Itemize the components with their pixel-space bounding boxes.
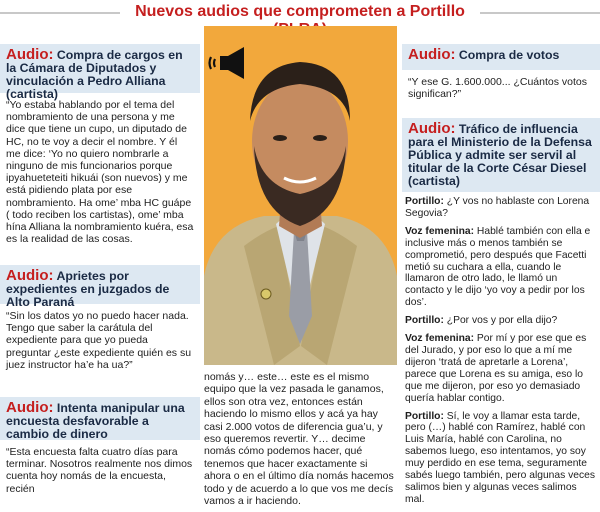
- heading-text: Tráfico de influencia para el Ministerio de la Defensa Pública y admite ser servil al titular de la Corte César Diesel (cartista): [408, 122, 592, 188]
- quote-text: “Esta encuesta falta cuatro días para terminar. Nosotros realmente nos dimos cuenta hoy nomás de la encuesta, recién: [6, 446, 193, 495]
- audio-box-encuesta: [0, 397, 200, 495]
- audio-box-compra-cargos: [0, 44, 200, 245]
- dialog-line: [405, 333, 597, 404]
- speaker-label: Voz femenina:: [405, 333, 475, 345]
- quote-text: “Yo estaba hablando por el tema del nombramiento de una persona y me dice que tiene un cupo, un diputado de HC, no te voy a decir el nombre. Y él me dice: ‘Yo no quiero nombrarle a ninguno de mis funcionarios porque ipyahueteteiti hikuái (son nuevos) y me está pidiendo plata por ese nombramiento. Ha ome’ mba HC guápe ( todo reciben los cartistas), ome’ mba hína Alliana la nombramiento kuéra, esa es la realidad de las cosas.: [6, 99, 194, 246]
- box-heading: [402, 118, 600, 192]
- quote-text: “Y ese G. 1.600.000... ¿Cuántos votos significan?”: [408, 76, 587, 101]
- dialog-transcript: [405, 196, 597, 512]
- dialog-line: [405, 315, 597, 327]
- dialog-line: [405, 226, 597, 309]
- quote-text: “Sin los datos yo no puedo hacer nada. Tengo que saber la carátula del expediente para que yo pueda preguntar ¿este expediente quién es su juez instructor ha’e ha ua?”: [6, 310, 192, 371]
- heading-text: Aprietes por expedientes en juzgados de Alto Paraná: [6, 269, 170, 309]
- dialog-text: Sí, le voy a llamar esta tarde, pero (…) hablé con Ramírez, hablé con Luis María, hablé con Carolina, no sabemos luego, eso intentamos, yo soy muy perdido en ese tema, seguramente sabés luego también, pero algunas veces salimos bien y algunas veces salimos mal.: [405, 410, 596, 505]
- box-heading: [0, 397, 200, 440]
- box-heading: [402, 44, 600, 70]
- dialog-text: Hablé también con ella e inclusive más o menos también se comprometió, pero después que Facetti metió su cuchara a ella, cuando le llamaron de otro lado, le llamó un contacto y le dijo ‘yo voy a pedir por los dos’.: [405, 225, 591, 309]
- header-bar: [0, 0, 600, 26]
- audio-tag: Audio:: [6, 267, 54, 284]
- dialog-text: Por mí y por ese que es del Jurado, y por eso lo que a mí me dijeron ‘tratá de apretarle a Lorena’, parece que Lorena es su amiga, eso lo que me dijeron, por eso yo demasiado quería hablar contigo.: [405, 333, 587, 404]
- dialog-text: ¿Y vos no hablaste con Lorena Segovia?: [405, 196, 590, 219]
- dialog-text: ¿Por vos y por ella dijo?: [446, 315, 558, 327]
- box-heading: [0, 44, 200, 101]
- title-rule-right: [480, 12, 600, 14]
- speaker-label: Portillo:: [405, 196, 444, 207]
- speaker-label: Portillo:: [405, 315, 444, 327]
- audio-tag: Audio:: [408, 46, 456, 63]
- speaker-icon: [207, 44, 251, 82]
- audio-box-compra-votos: [402, 44, 600, 100]
- box-heading: [0, 265, 200, 309]
- audio-tag: Audio:: [6, 46, 54, 63]
- heading-text: Compra de votos: [458, 48, 560, 62]
- audio-tag: Audio:: [408, 120, 456, 137]
- audio-box-trafico-influencia: [402, 118, 600, 192]
- audio-tag: Audio:: [6, 399, 54, 416]
- audio-box-aprietes: [0, 265, 200, 371]
- continued-quote: nomás y… este… este es el mismo equipo que la vez pasada le ganamos, ellos son otra vez, entonces están haciendo lo mismo ellos y acá ya hay casi 2.000 votos de diferencia gua’u, y eso queremos revertir. Y… decime nomás cómo podemos hacer, qué tenemos que hacer exactamente si ahora o en el último día nomás hacemos todo y de acuerdo a lo que vos me decís vamos a ir haciendo.: [204, 371, 394, 508]
- heading-text: Compra de cargos en la Cámara de Diputados y vinculación a Pedro Alliana (cartista): [6, 48, 183, 101]
- page-title: Nuevos audios que comprometen a Portillo: [120, 3, 480, 39]
- heading-text: Intenta manipular una encuesta desfavorable a cambio de dinero: [6, 401, 185, 441]
- title-rule-left: [0, 12, 120, 14]
- dialog-line: [405, 196, 597, 220]
- speaker-label: Voz femenina:: [405, 225, 475, 237]
- speaker-label: Portillo:: [405, 410, 444, 422]
- dialog-line: [405, 411, 597, 506]
